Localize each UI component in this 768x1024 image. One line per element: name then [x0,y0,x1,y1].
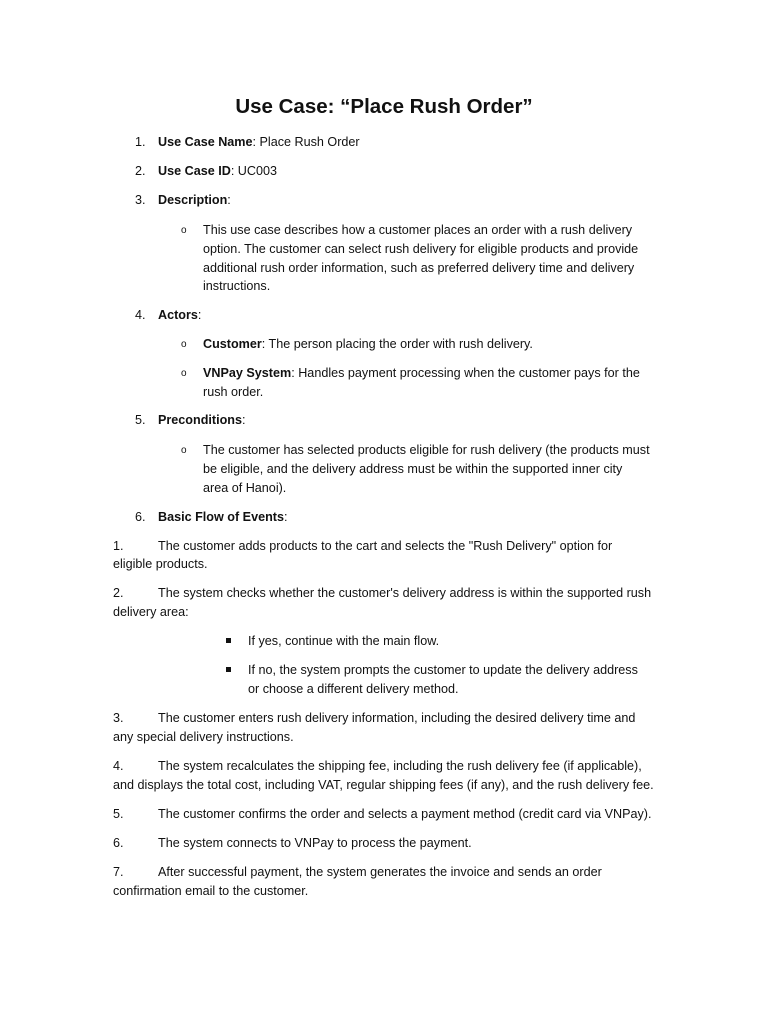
precondition-line: The customer has selected products eligible for rush delivery (the products must [203,443,650,457]
item-label: Use Case Name [158,135,253,149]
item-number: 4. [135,308,146,322]
flow-step-number: 2. [113,586,124,600]
item-number: 3. [135,193,146,207]
flow-step-text: delivery area: [113,605,189,619]
item-number: 2. [135,164,146,178]
description-line: This use case describes how a customer places an order with a rush delivery [203,223,633,237]
item-use-case-name [158,133,360,152]
circle-bullet-icon: o [181,445,187,456]
flow-step-text: and displays the total cost, including VAT, regular shipping fees (if any), and the rush delivery fee. [113,778,654,792]
item-label: Actors [158,308,198,322]
flow-sub-item: or choose a different delivery method. [248,682,459,696]
actor-desc-continued: rush order. [203,385,264,399]
item-value: : UC003 [230,164,278,178]
description-line: additional rush order information, such as preferred delivery time and delivery [203,261,635,275]
flow-step-text: The system connects to VNPay to process the payment. [158,836,472,850]
actor-desc: : Handles payment processing when the customer pays for the [291,366,640,380]
item-label: Description [158,193,228,207]
actor-customer [203,335,533,354]
flow-step-text: The system recalculates the shipping fee, including the rush delivery fee (if applicable), [158,759,642,773]
circle-bullet-icon: o [181,225,187,236]
flow-step-number: 4. [113,759,124,773]
flow-step-number: 7. [113,865,124,879]
flow-sub-item: If yes, continue with the main flow. [248,634,440,648]
page-title: Use Case: “Place Rush Order” [235,95,533,118]
item-preconditions [158,411,245,430]
item-value: : [283,510,288,524]
square-bullet-icon [226,638,231,643]
flow-step-text: confirmation email to the customer. [113,884,309,898]
item-basic-flow [158,508,287,527]
flow-step-number: 5. [113,807,124,821]
precondition-line: area of Hanoi). [203,481,287,495]
item-label: Basic Flow of Events [158,510,284,524]
item-actors [158,306,201,325]
item-label: Use Case ID [158,164,231,178]
flow-step-number: 6. [113,836,124,850]
flow-step-text: The customer confirms the order and selects a payment method (credit card via VNPay). [158,807,652,821]
item-number: 6. [135,510,146,524]
flow-step-text: After successful payment, the system generates the invoice and sends an order [158,865,602,879]
item-value: : Place Rush Order [252,135,360,149]
actor-name: VNPay System [203,366,292,380]
flow-sub-item: If no, the system prompts the customer to update the delivery address [248,663,638,677]
flow-step-text: The customer adds products to the cart and selects the "Rush Delivery" option for [158,539,613,553]
item-description [158,191,231,210]
item-label: Preconditions [158,413,242,427]
item-value: : [227,193,231,207]
actor-vnpay-system [203,364,640,383]
flow-step-number: 3. [113,711,124,725]
actor-desc: : The person placing the order with rush delivery. [261,337,533,351]
flow-step-text: The customer enters rush delivery information, including the desired delivery time and [158,711,636,725]
flow-step-text: eligible products. [113,557,208,571]
item-value: : [241,413,246,427]
description-line: instructions. [203,279,271,293]
circle-bullet-icon: o [181,339,187,350]
description-line: option. The customer can select rush delivery for eligible products and provide [203,242,639,256]
item-number: 1. [135,135,146,149]
square-bullet-icon [226,667,231,672]
item-number: 5. [135,413,146,427]
flow-step-text: The system checks whether the customer's delivery address is within the supported rush [158,586,652,600]
actor-name: Customer [203,337,262,351]
circle-bullet-icon: o [181,368,187,379]
item-use-case-id [158,162,277,181]
precondition-line: be eligible, and the delivery address must be within the supported inner city [203,462,623,476]
flow-step-number: 1. [113,539,124,553]
item-value: : [197,308,202,322]
flow-step-text: any special delivery instructions. [113,730,294,744]
